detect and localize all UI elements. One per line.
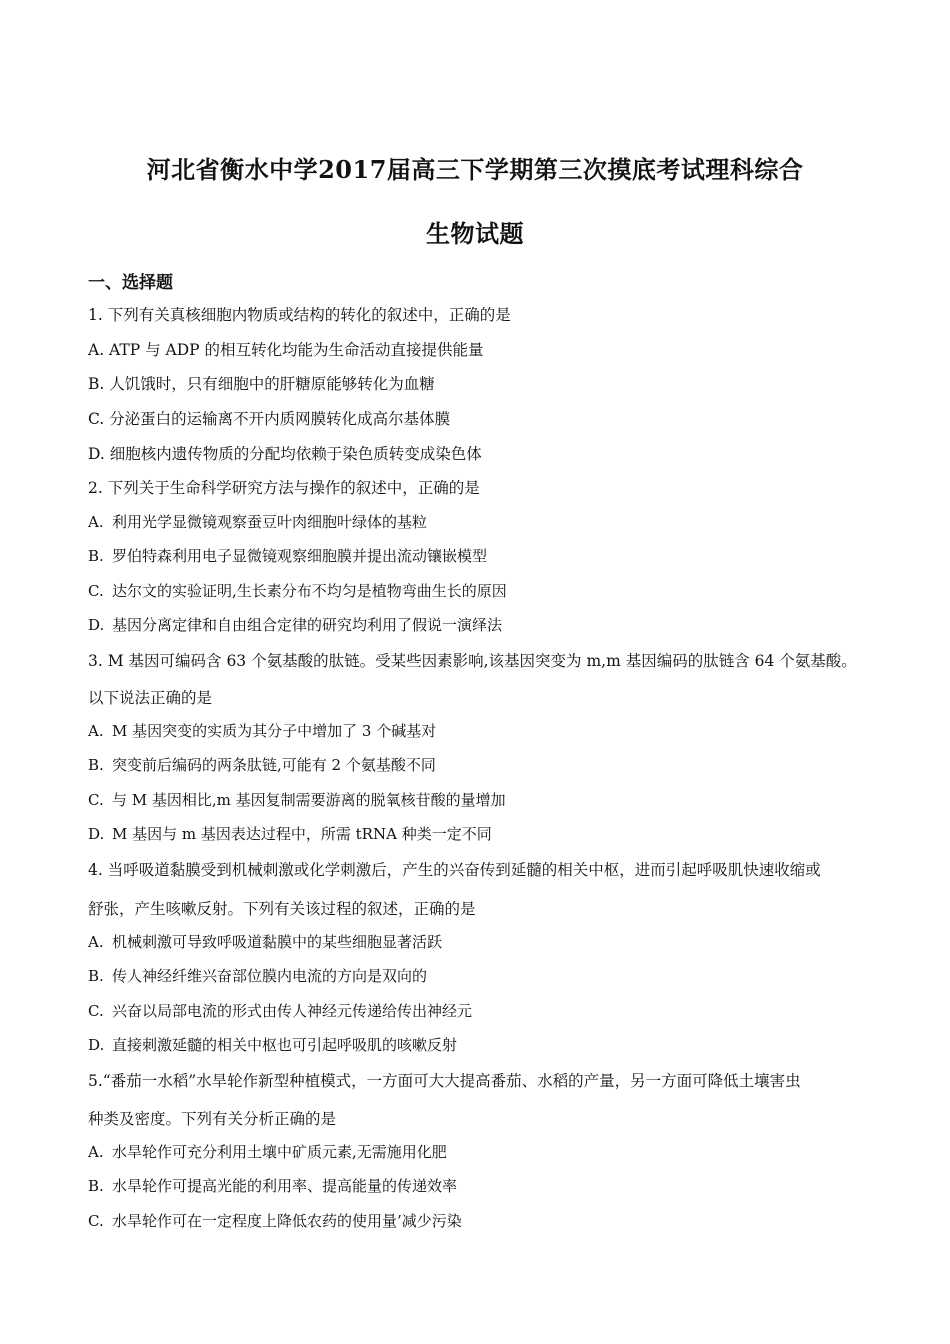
option-text: 罗伯特森利用电子显微镜观察细胞膜并提出流动镶嵌模型	[112, 547, 488, 565]
option-letter: A.	[88, 513, 104, 531]
question-text-line: C. 分泌蛋白的运输离不开内质网膜转化成高尔基体膜	[88, 410, 451, 428]
question-text-line: 种类及密度。下列有关分析正确的是	[88, 1110, 337, 1128]
option-letter: C.	[88, 582, 104, 600]
answer-option	[88, 1000, 472, 1021]
question-text-line: 2. 下列关于生命科学研究方法与操作的叙述中，正确的是	[88, 479, 480, 497]
document-title: 河北省衡水中学2017届高三下学期第三次摸底考试理科综合	[146, 155, 804, 184]
answer-option	[88, 511, 427, 532]
question-text-line: 5.“番茄一水稻”水旱轮作新型种植模式，一方面可大大提高番茄、水稻的产量，另一方面可降低土壤害虫	[88, 1072, 801, 1090]
answer-option	[88, 545, 487, 566]
option-text: 水旱轮作可提高光能的利用率、提高能量的传递效率	[112, 1177, 458, 1195]
option-letter: D.	[88, 616, 105, 634]
answer-option	[88, 720, 436, 741]
option-letter: A.	[88, 1143, 104, 1161]
option-letter: D.	[88, 825, 105, 843]
option-text: 水旱轮作可充分利用土壤中矿质元素,无需施用化肥	[112, 1143, 447, 1161]
option-text: 利用光学显微镜观察蚕豆叶肉细胞叶绿体的基粒	[112, 513, 428, 531]
option-letter: A.	[88, 722, 104, 740]
option-letter: B.	[88, 756, 104, 774]
option-text: 达尔文的实验证明,生长素分布不均匀是植物弯曲生长的原因	[112, 582, 507, 600]
answer-option	[88, 754, 436, 775]
option-text: 突变前后编码的两条肽链,可能有 2 个氨基酸不同	[112, 756, 436, 774]
answer-option	[88, 1175, 457, 1196]
question-text-line: 舒张，产生咳嗽反射。下列有关该过程的叙述，正确的是	[88, 900, 476, 918]
answer-option	[88, 1034, 457, 1055]
answer-option	[88, 789, 506, 810]
option-text: M 基因突变的实质为其分子中增加了 3 个碱基对	[112, 722, 437, 740]
option-text: M 基因与 m 基因表达过程中，所需 tRNA 种类一定不同	[112, 825, 492, 843]
option-text: 与 M 基因相比,m 基因复制需要游离的脱氧核苷酸的量增加	[112, 791, 506, 809]
option-text: 机械刺激可导致呼吸道黏膜中的某些细胞显著活跃	[112, 933, 443, 951]
option-letter: C.	[88, 1002, 104, 1020]
answer-option	[88, 931, 442, 952]
option-text: 直接刺激延髓的相关中枢也可引起呼吸肌的咳嗽反射	[112, 1036, 458, 1054]
option-letter: D.	[88, 1036, 105, 1054]
question-text-line: 1. 下列有关真核细胞内物质或结构的转化的叙述中，正确的是	[88, 306, 511, 324]
option-letter: B.	[88, 967, 104, 985]
question-text-line: D. 细胞核内遗传物质的分配均依赖于染色质转变成染色体	[88, 445, 482, 463]
answer-option	[88, 965, 427, 986]
answer-option	[88, 580, 507, 601]
option-letter: B.	[88, 1177, 104, 1195]
question-text-line: 以下说法正确的是	[88, 689, 213, 707]
question-text-line: 4. 当呼吸道黏膜受到机械刺激或化学刺激后，产生的兴奋传到延髓的相关中枢，进而引起呼吸肌快速收缩或	[88, 861, 821, 879]
question-text-line: A. ATP 与 ADP 的相互转化均能为生命活动直接提供能量	[88, 341, 484, 359]
option-letter: C.	[88, 1212, 104, 1230]
option-letter: A.	[88, 933, 104, 951]
answer-option	[88, 1210, 462, 1231]
answer-option	[88, 614, 502, 635]
option-text: 兴奋以局部电流的形式由传人神经元传递给传出神经元	[112, 1002, 473, 1020]
question-text-line: 3. M 基因可编码含 63 个氨基酸的肽链。受某些因素影响,该基因突变为 m,m 基因编码的肽链含 64 个氨基酸。	[88, 652, 857, 670]
option-text: 基因分离定律和自由组合定律的研究均利用了假说一演绎法	[112, 616, 503, 634]
option-letter: B.	[88, 547, 104, 565]
question-text-line: B. 人饥饿时，只有细胞中的肝糖原能够转化为血糖	[88, 375, 435, 393]
section-heading: 一、选择题	[88, 273, 173, 293]
answer-option	[88, 823, 492, 844]
option-text: 传人神经纤维兴奋部位膜内电流的方向是双向的	[112, 967, 428, 985]
option-text: 水旱轮作可在一定程度上降低农药的使用量’减少污染	[112, 1212, 462, 1230]
document-subtitle: 生物试题	[426, 219, 524, 248]
answer-option	[88, 1141, 447, 1162]
option-letter: C.	[88, 791, 104, 809]
